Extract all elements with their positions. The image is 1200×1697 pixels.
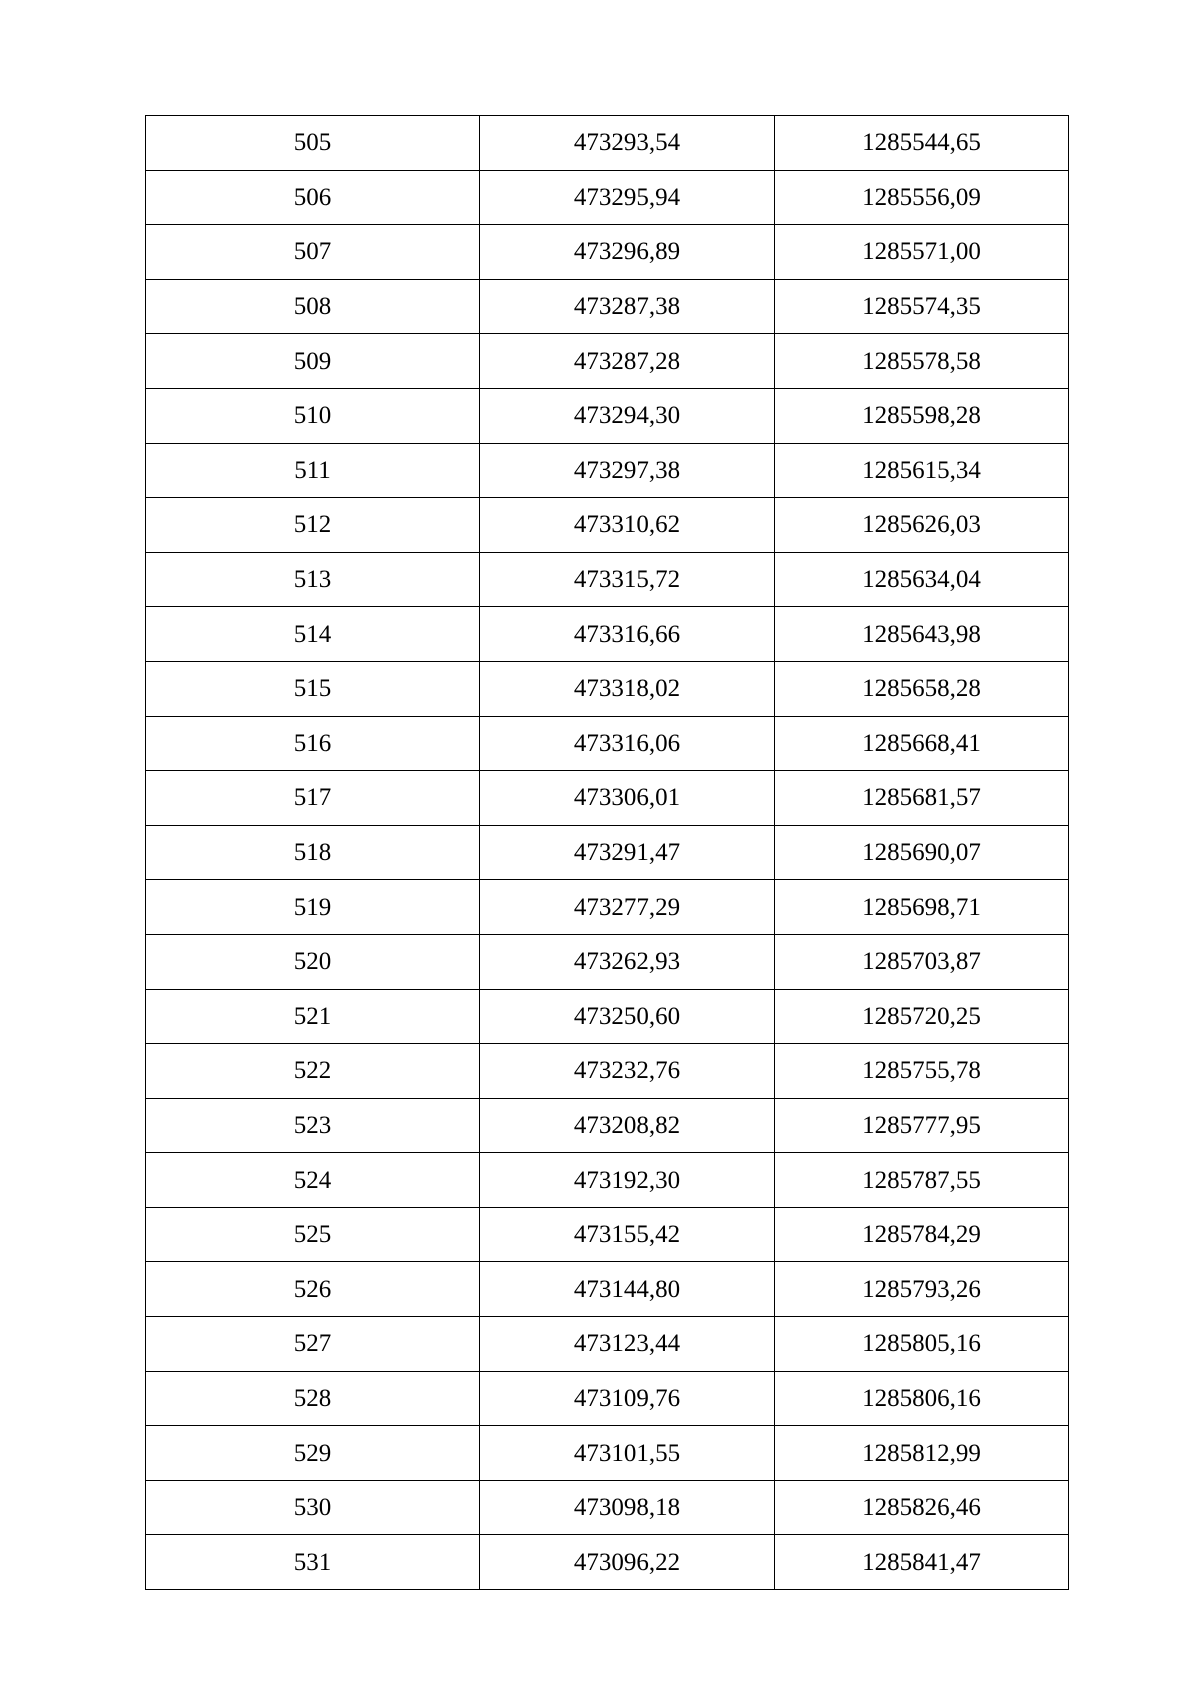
x-coordinate-cell: 473096,22 (480, 1535, 775, 1590)
x-coordinate-cell: 473144,80 (480, 1262, 775, 1317)
x-coordinate-cell: 473316,06 (480, 716, 775, 771)
table-row (146, 825, 1069, 880)
table-row (146, 989, 1069, 1044)
point-number-cell: 515 (146, 661, 480, 716)
table-row (146, 552, 1069, 607)
table-row (146, 443, 1069, 498)
point-number-cell: 524 (146, 1153, 480, 1208)
x-coordinate-cell: 473315,72 (480, 552, 775, 607)
point-number-cell: 519 (146, 880, 480, 935)
point-number-cell: 529 (146, 1426, 480, 1481)
point-number-cell: 525 (146, 1207, 480, 1262)
y-coordinate-cell: 1285755,78 (775, 1044, 1069, 1099)
table-row (146, 1207, 1069, 1262)
point-number-cell: 526 (146, 1262, 480, 1317)
table-row (146, 1535, 1069, 1590)
y-coordinate-cell: 1285598,28 (775, 388, 1069, 443)
point-number-cell: 511 (146, 443, 480, 498)
point-number-cell: 516 (146, 716, 480, 771)
table-row (146, 225, 1069, 280)
point-number-cell: 522 (146, 1044, 480, 1099)
point-number-cell: 518 (146, 825, 480, 880)
point-number-cell: 528 (146, 1371, 480, 1426)
table-row (146, 716, 1069, 771)
point-number-cell: 506 (146, 170, 480, 225)
point-number-cell: 510 (146, 388, 480, 443)
point-number-cell: 508 (146, 279, 480, 334)
x-coordinate-cell: 473192,30 (480, 1153, 775, 1208)
y-coordinate-cell: 1285626,03 (775, 498, 1069, 553)
y-coordinate-cell: 1285698,71 (775, 880, 1069, 935)
x-coordinate-cell: 473123,44 (480, 1317, 775, 1372)
y-coordinate-cell: 1285777,95 (775, 1098, 1069, 1153)
x-coordinate-cell: 473232,76 (480, 1044, 775, 1099)
y-coordinate-cell: 1285615,34 (775, 443, 1069, 498)
x-coordinate-cell: 473287,38 (480, 279, 775, 334)
table-row (146, 1098, 1069, 1153)
x-coordinate-cell: 473277,29 (480, 880, 775, 935)
table-row (146, 498, 1069, 553)
table-row (146, 1480, 1069, 1535)
y-coordinate-cell: 1285841,47 (775, 1535, 1069, 1590)
coordinates-table-body (146, 116, 1069, 1590)
y-coordinate-cell: 1285690,07 (775, 825, 1069, 880)
y-coordinate-cell: 1285643,98 (775, 607, 1069, 662)
point-number-cell: 505 (146, 116, 480, 171)
point-number-cell: 531 (146, 1535, 480, 1590)
point-number-cell: 517 (146, 771, 480, 826)
y-coordinate-cell: 1285806,16 (775, 1371, 1069, 1426)
y-coordinate-cell: 1285793,26 (775, 1262, 1069, 1317)
y-coordinate-cell: 1285574,35 (775, 279, 1069, 334)
x-coordinate-cell: 473316,66 (480, 607, 775, 662)
y-coordinate-cell: 1285812,99 (775, 1426, 1069, 1481)
x-coordinate-cell: 473287,28 (480, 334, 775, 389)
point-number-cell: 512 (146, 498, 480, 553)
table-row (146, 771, 1069, 826)
y-coordinate-cell: 1285784,29 (775, 1207, 1069, 1262)
table-row (146, 1371, 1069, 1426)
point-number-cell: 520 (146, 934, 480, 989)
table-row (146, 607, 1069, 662)
table-row (146, 170, 1069, 225)
point-number-cell: 523 (146, 1098, 480, 1153)
y-coordinate-cell: 1285571,00 (775, 225, 1069, 280)
y-coordinate-cell: 1285681,57 (775, 771, 1069, 826)
y-coordinate-cell: 1285578,58 (775, 334, 1069, 389)
x-coordinate-cell: 473293,54 (480, 116, 775, 171)
y-coordinate-cell: 1285703,87 (775, 934, 1069, 989)
x-coordinate-cell: 473297,38 (480, 443, 775, 498)
y-coordinate-cell: 1285787,55 (775, 1153, 1069, 1208)
x-coordinate-cell: 473296,89 (480, 225, 775, 280)
x-coordinate-cell: 473318,02 (480, 661, 775, 716)
y-coordinate-cell: 1285634,04 (775, 552, 1069, 607)
y-coordinate-cell: 1285658,28 (775, 661, 1069, 716)
x-coordinate-cell: 473295,94 (480, 170, 775, 225)
y-coordinate-cell: 1285544,65 (775, 116, 1069, 171)
x-coordinate-cell: 473208,82 (480, 1098, 775, 1153)
x-coordinate-cell: 473109,76 (480, 1371, 775, 1426)
x-coordinate-cell: 473310,62 (480, 498, 775, 553)
point-number-cell: 527 (146, 1317, 480, 1372)
coordinates-table (145, 115, 1069, 1590)
point-number-cell: 507 (146, 225, 480, 280)
x-coordinate-cell: 473155,42 (480, 1207, 775, 1262)
table-row (146, 1262, 1069, 1317)
table-row (146, 334, 1069, 389)
table-row (146, 1044, 1069, 1099)
point-number-cell: 530 (146, 1480, 480, 1535)
point-number-cell: 509 (146, 334, 480, 389)
table-row (146, 880, 1069, 935)
y-coordinate-cell: 1285826,46 (775, 1480, 1069, 1535)
x-coordinate-cell: 473098,18 (480, 1480, 775, 1535)
y-coordinate-cell: 1285805,16 (775, 1317, 1069, 1372)
table-row (146, 934, 1069, 989)
x-coordinate-cell: 473306,01 (480, 771, 775, 826)
x-coordinate-cell: 473294,30 (480, 388, 775, 443)
x-coordinate-cell: 473291,47 (480, 825, 775, 880)
x-coordinate-cell: 473250,60 (480, 989, 775, 1044)
point-number-cell: 513 (146, 552, 480, 607)
table-row (146, 279, 1069, 334)
table-row (146, 116, 1069, 171)
table-row (146, 388, 1069, 443)
point-number-cell: 514 (146, 607, 480, 662)
table-row (146, 1426, 1069, 1481)
y-coordinate-cell: 1285556,09 (775, 170, 1069, 225)
x-coordinate-cell: 473101,55 (480, 1426, 775, 1481)
table-row (146, 1317, 1069, 1372)
x-coordinate-cell: 473262,93 (480, 934, 775, 989)
table-row (146, 661, 1069, 716)
y-coordinate-cell: 1285668,41 (775, 716, 1069, 771)
point-number-cell: 521 (146, 989, 480, 1044)
table-row (146, 1153, 1069, 1208)
y-coordinate-cell: 1285720,25 (775, 989, 1069, 1044)
